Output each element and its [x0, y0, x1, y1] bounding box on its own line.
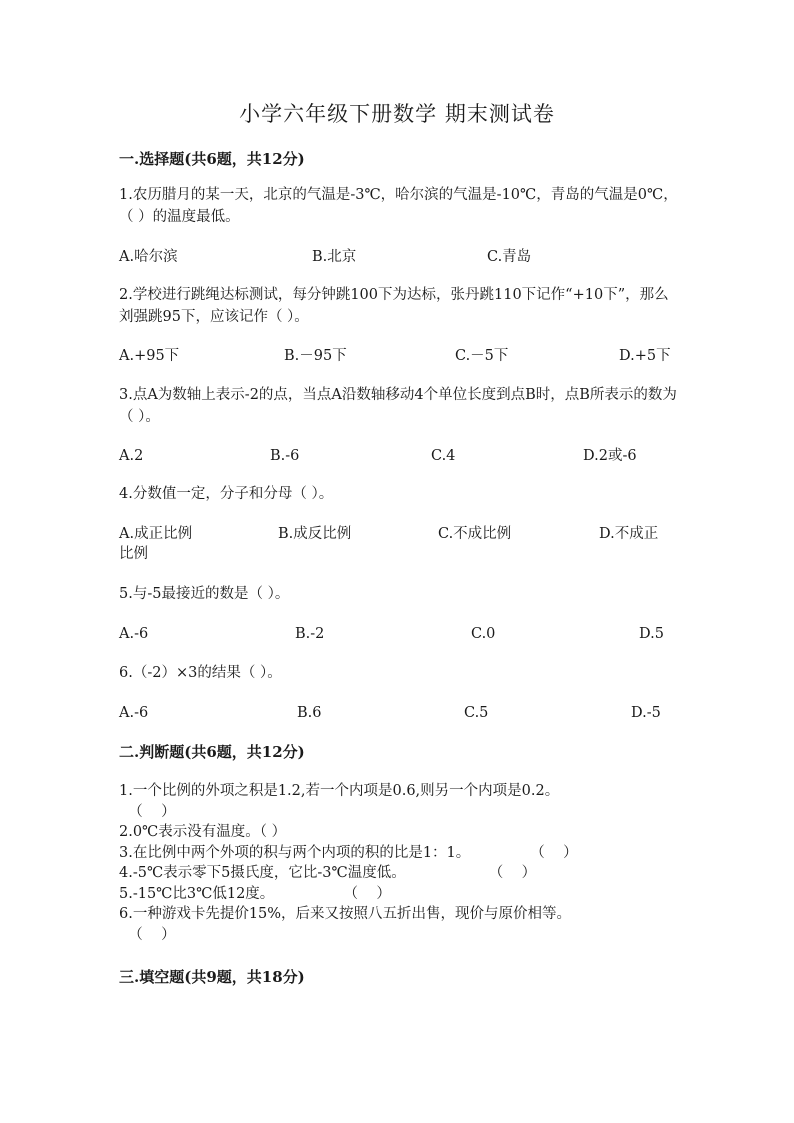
- tf-line: 1.一个比例的外项之积是1.2,若一个内项是0.6,则另一个内项是0.2。: [119, 783, 560, 799]
- tf-line: 6.一种游戏卡先提价15%，后来又按照八五折出售，现价与原价相等。: [119, 906, 572, 922]
- option-c[interactable]: C.4: [431, 448, 456, 464]
- option-d[interactable]: D.-5: [631, 705, 661, 721]
- option-d[interactable]: D.5: [639, 626, 664, 642]
- option-b[interactable]: B.－95下: [284, 348, 347, 364]
- question-5: 5.与-5最接近的数是（ ）。: [119, 586, 290, 602]
- option-a[interactable]: A.-6: [119, 705, 149, 721]
- options-row-2: [119, 345, 675, 367]
- option-c[interactable]: C.青岛: [487, 249, 532, 265]
- option-c[interactable]: C.不成比例: [438, 526, 512, 542]
- tf-line: 5.-15℃比3℃低12度。 （ ）: [119, 885, 391, 902]
- option-b[interactable]: B.-2: [295, 626, 325, 642]
- option-a[interactable]: A.+95下: [119, 348, 180, 364]
- tf-line: 4.-5℃表示零下5摄氏度，它比-3℃温度低。 （ ）: [119, 865, 537, 881]
- option-a[interactable]: A.2: [119, 448, 144, 464]
- tf-answer-blank[interactable]: （ ）: [119, 803, 176, 820]
- option-a[interactable]: A.成正比例: [119, 526, 193, 542]
- options-row-3: [119, 445, 675, 467]
- question-3: 3.点A为数轴上表示-2的点，当点A沿数轴移动4个单位长度到点B时，点B所表示的数为（ ）。: [119, 387, 677, 425]
- option-d-wrap: 比例: [119, 546, 148, 562]
- options-row-6: [119, 702, 675, 724]
- page-title: 小学六年级下册数学 期末测试卷: [239, 102, 555, 126]
- true-false-list: [119, 781, 679, 945]
- question-1: 1.农历腊月的某一天，北京的气温是-3℃，哈尔滨的气温是-10℃，青岛的气温是0℃，（ ）的温度最低。: [119, 187, 678, 225]
- section-heading-true-false: 二.判断题(共6题，共12分): [119, 743, 305, 761]
- option-c[interactable]: C.5: [464, 705, 489, 721]
- question-6: 6.（-2）×3的结果（ ）。: [119, 665, 282, 681]
- section-heading-fill-in: 三.填空题(共9题，共18分): [119, 968, 305, 986]
- option-b[interactable]: B.北京: [312, 249, 357, 265]
- option-a[interactable]: A.哈尔滨: [119, 249, 178, 265]
- option-b[interactable]: B.6: [297, 705, 322, 721]
- question-2: 2.学校进行跳绳达标测试，每分钟跳100下为达标，张丹跳110下记作“+10下”，那么刘强跳95下，应该记作（ ）。: [119, 287, 669, 325]
- option-d[interactable]: D.+5下: [619, 348, 671, 364]
- options-row-1: [119, 246, 675, 268]
- option-b[interactable]: B.成反比例: [278, 526, 352, 542]
- option-d[interactable]: D.2或-6: [583, 448, 637, 464]
- option-a[interactable]: A.-6: [119, 626, 149, 642]
- tf-line: 3.在比例中两个外项的积与两个内项的积的比是1：1。 （ ）: [119, 844, 578, 861]
- options-row-4: [119, 523, 675, 562]
- option-d[interactable]: D.不成正: [599, 526, 659, 542]
- section-heading-choice: 一.选择题(共6题，共12分): [119, 150, 305, 168]
- option-c[interactable]: C.－5下: [455, 348, 509, 364]
- tf-answer-blank[interactable]: （ ）: [119, 926, 176, 943]
- option-c[interactable]: C.0: [471, 626, 496, 642]
- option-b[interactable]: B.-6: [270, 448, 300, 464]
- question-4: 4.分数值一定，分子和分母（ ）。: [119, 486, 334, 502]
- tf-line: 2.0℃表示没有温度。（ ）: [119, 824, 287, 840]
- options-row-5: [119, 623, 675, 645]
